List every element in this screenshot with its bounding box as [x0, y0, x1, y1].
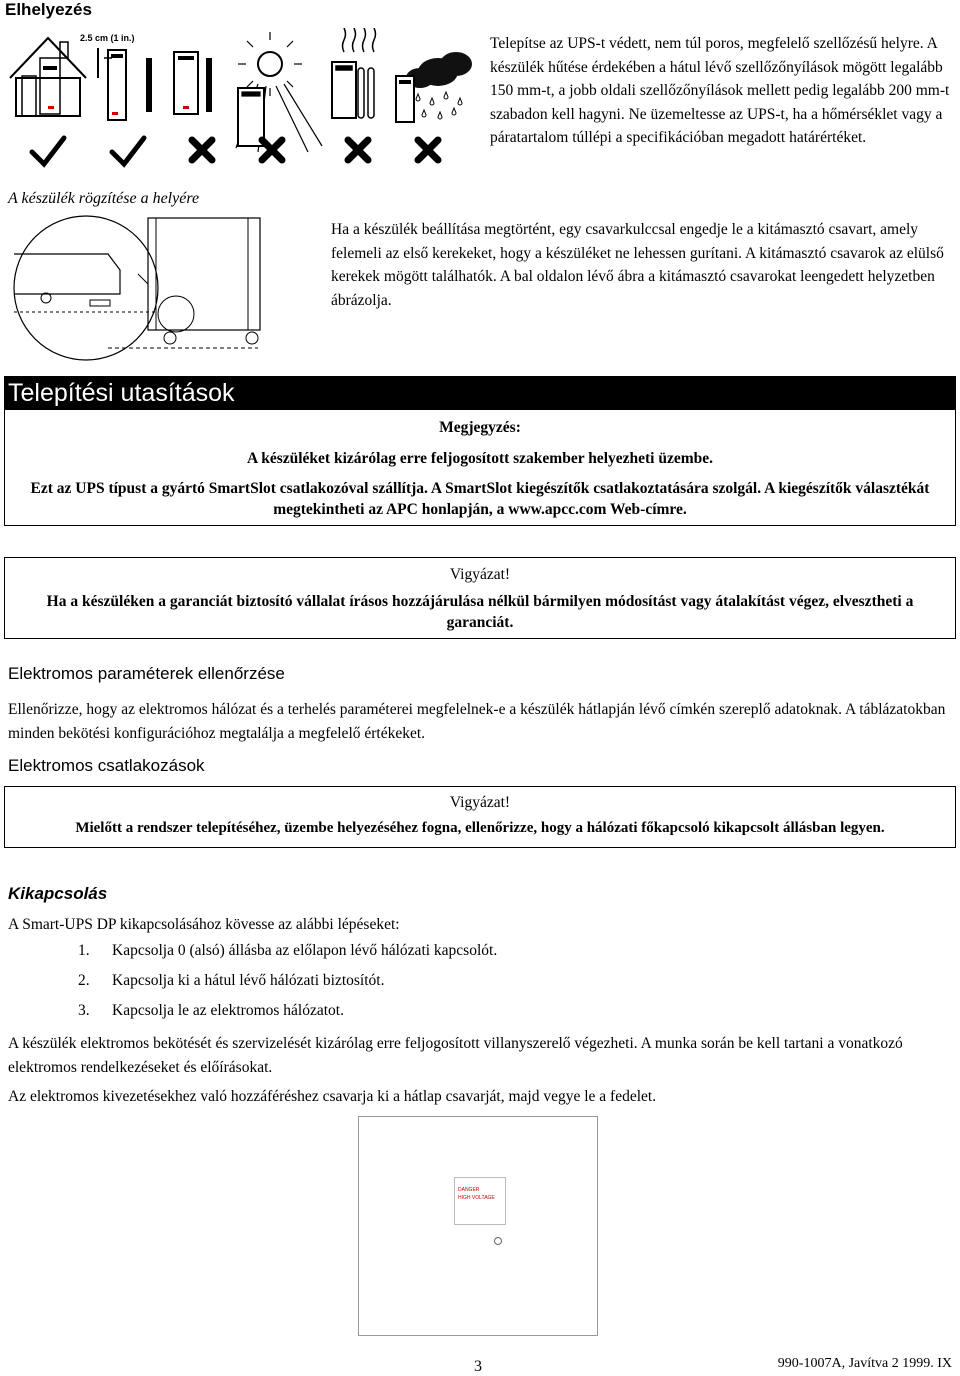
list-item: 1. Kapcsolja 0 (alsó) állásba az előlapon lévő hálózati kapcsolót. — [78, 942, 498, 959]
house-icon — [10, 38, 86, 116]
cross-icon — [192, 140, 212, 160]
cross-icon — [418, 140, 438, 160]
check-icon — [32, 138, 64, 164]
radiator-icon — [332, 28, 376, 118]
sun-icon — [236, 32, 322, 152]
back-panel-illustration — [358, 1116, 598, 1336]
shutdown-para1: A készülék elektromos bekötését és szervizelését kizárólag erre feljogosított villanyszerelő végezheti. A munka során be kell tartani a vonatkozó elektromos rendelkezéseket és előírásokat. — [8, 1035, 903, 1076]
electrical-params-heading: Elektromos paraméterek ellenőrzése — [8, 664, 285, 683]
fixing-heading: A készülék rögzítése a helyére — [8, 190, 200, 207]
note-line1: A készüléket kizárólag erre feljogosított szakember helyezheti üzembe. — [246, 450, 714, 467]
rain-cloud-icon — [396, 52, 472, 122]
fixing-text: Ha a készülék beállítása megtörtént, egy csavarkulccsal engedje le a kitámasztó csavart, amely felemeli az első kerekeket, hogy a készüléket ne lehessen gurítani. A kitámasztó csavarok az elülső kerekek mögött találhatók. A bal oldalon lévő ábra a kitámasztó csavarokat leengedett helyzetben ábrázolja. — [331, 221, 944, 309]
install-banner: Telepítési utasítások — [4, 376, 956, 410]
shutdown-intro: A Smart-UPS DP kikapcsolásához kövesse az alábbi lépéseket: — [8, 916, 400, 933]
bars-icon — [146, 52, 212, 114]
warranty-warning-box — [4, 557, 956, 639]
doc-reference: 990-1007A, Javítva 2 1999. IX — [777, 1356, 952, 1371]
list-item: 3. Kapcsolja le az elektromos hálózatot. — [78, 1002, 344, 1019]
placement-heading: Elhelyezés — [5, 0, 92, 19]
warning-title: Vigyázat! — [449, 566, 511, 583]
fixing-illustration — [8, 214, 298, 362]
cross-icon — [262, 140, 282, 160]
shutdown-heading: Kikapcsolás — [8, 884, 108, 903]
electrical-conn-heading: Elektromos csatlakozások — [8, 756, 205, 775]
electrical-warning-title: Vigyázat! — [449, 794, 511, 811]
electrical-params-text: Ellenőrizze, hogy az elektromos hálózat és a terhelés paraméterei megfelelnek-e a készülék hátlapján lévő címkén szereplő adatoknak. A táblázatokban minden bekötési konfigurációhoz megtalálja a megfelelő értékeket. — [8, 701, 946, 742]
electrical-warning-box — [4, 786, 956, 848]
svg-text:2.5 cm (1 in.): 2.5 cm (1 in.) — [80, 33, 135, 43]
page-number: 3 — [474, 1358, 482, 1375]
danger-label: DANGER HIGH VOLTAGE — [454, 1177, 506, 1225]
shutdown-para2: Az elektromos kivezetésekhez való hozzáféréshez csavarja ki a hátlap csavarját, majd vegye le a fedelet. — [8, 1088, 657, 1105]
placement-text: Telepítse az UPS-t védett, nem túl poros, megfelelő szellőzésű helyre. A készülék hűtése érdekében a hátul lévő szellőzőnyílások mögött legalább 150 mm-t, a jobb oldali szellőzőnyílások mellett pedig legalább 200 mm-t szabadon kell hagyni. Ne üzemeltesse az UPS-t, ha a hőmérséklet vagy a páratartalom túllépi a specifikációban megadott határértéket. — [490, 35, 950, 146]
warning-text: Ha a készüléken a garanciát biztosító vállalat írásos hozzájárulása nélkül bármilyen módosítást vagy átalakítást végez, elvesztheti a garanciát. — [46, 593, 914, 631]
placement-illustrations — [8, 28, 478, 170]
list-item: 2. Kapcsolja ki a hátul lévő hálózati biztosítót. — [78, 972, 385, 989]
check-icon — [112, 138, 144, 164]
clearance-icon — [80, 33, 135, 120]
electrical-warning-text: Mielőtt a rendszer telepítéséhez, üzembe helyezéséhez fogna, ellenőrizze, hogy a hálózati főkapcsoló kikapcsolt állásban legyen. — [75, 820, 885, 836]
screw-icon — [494, 1237, 502, 1245]
note-title: Megjegyzés: — [439, 419, 521, 436]
cross-icon — [348, 140, 368, 160]
install-box — [4, 376, 956, 526]
note-line2: Ezt az UPS típust a gyártó SmartSlot csatlakozóval szállítja. A SmartSlot kiegészítők csatlakoztatására szolgál. A kiegészítők választékát megtekintheti az APC honlapján, a www.apcc.com Web-címre. — [30, 480, 930, 518]
